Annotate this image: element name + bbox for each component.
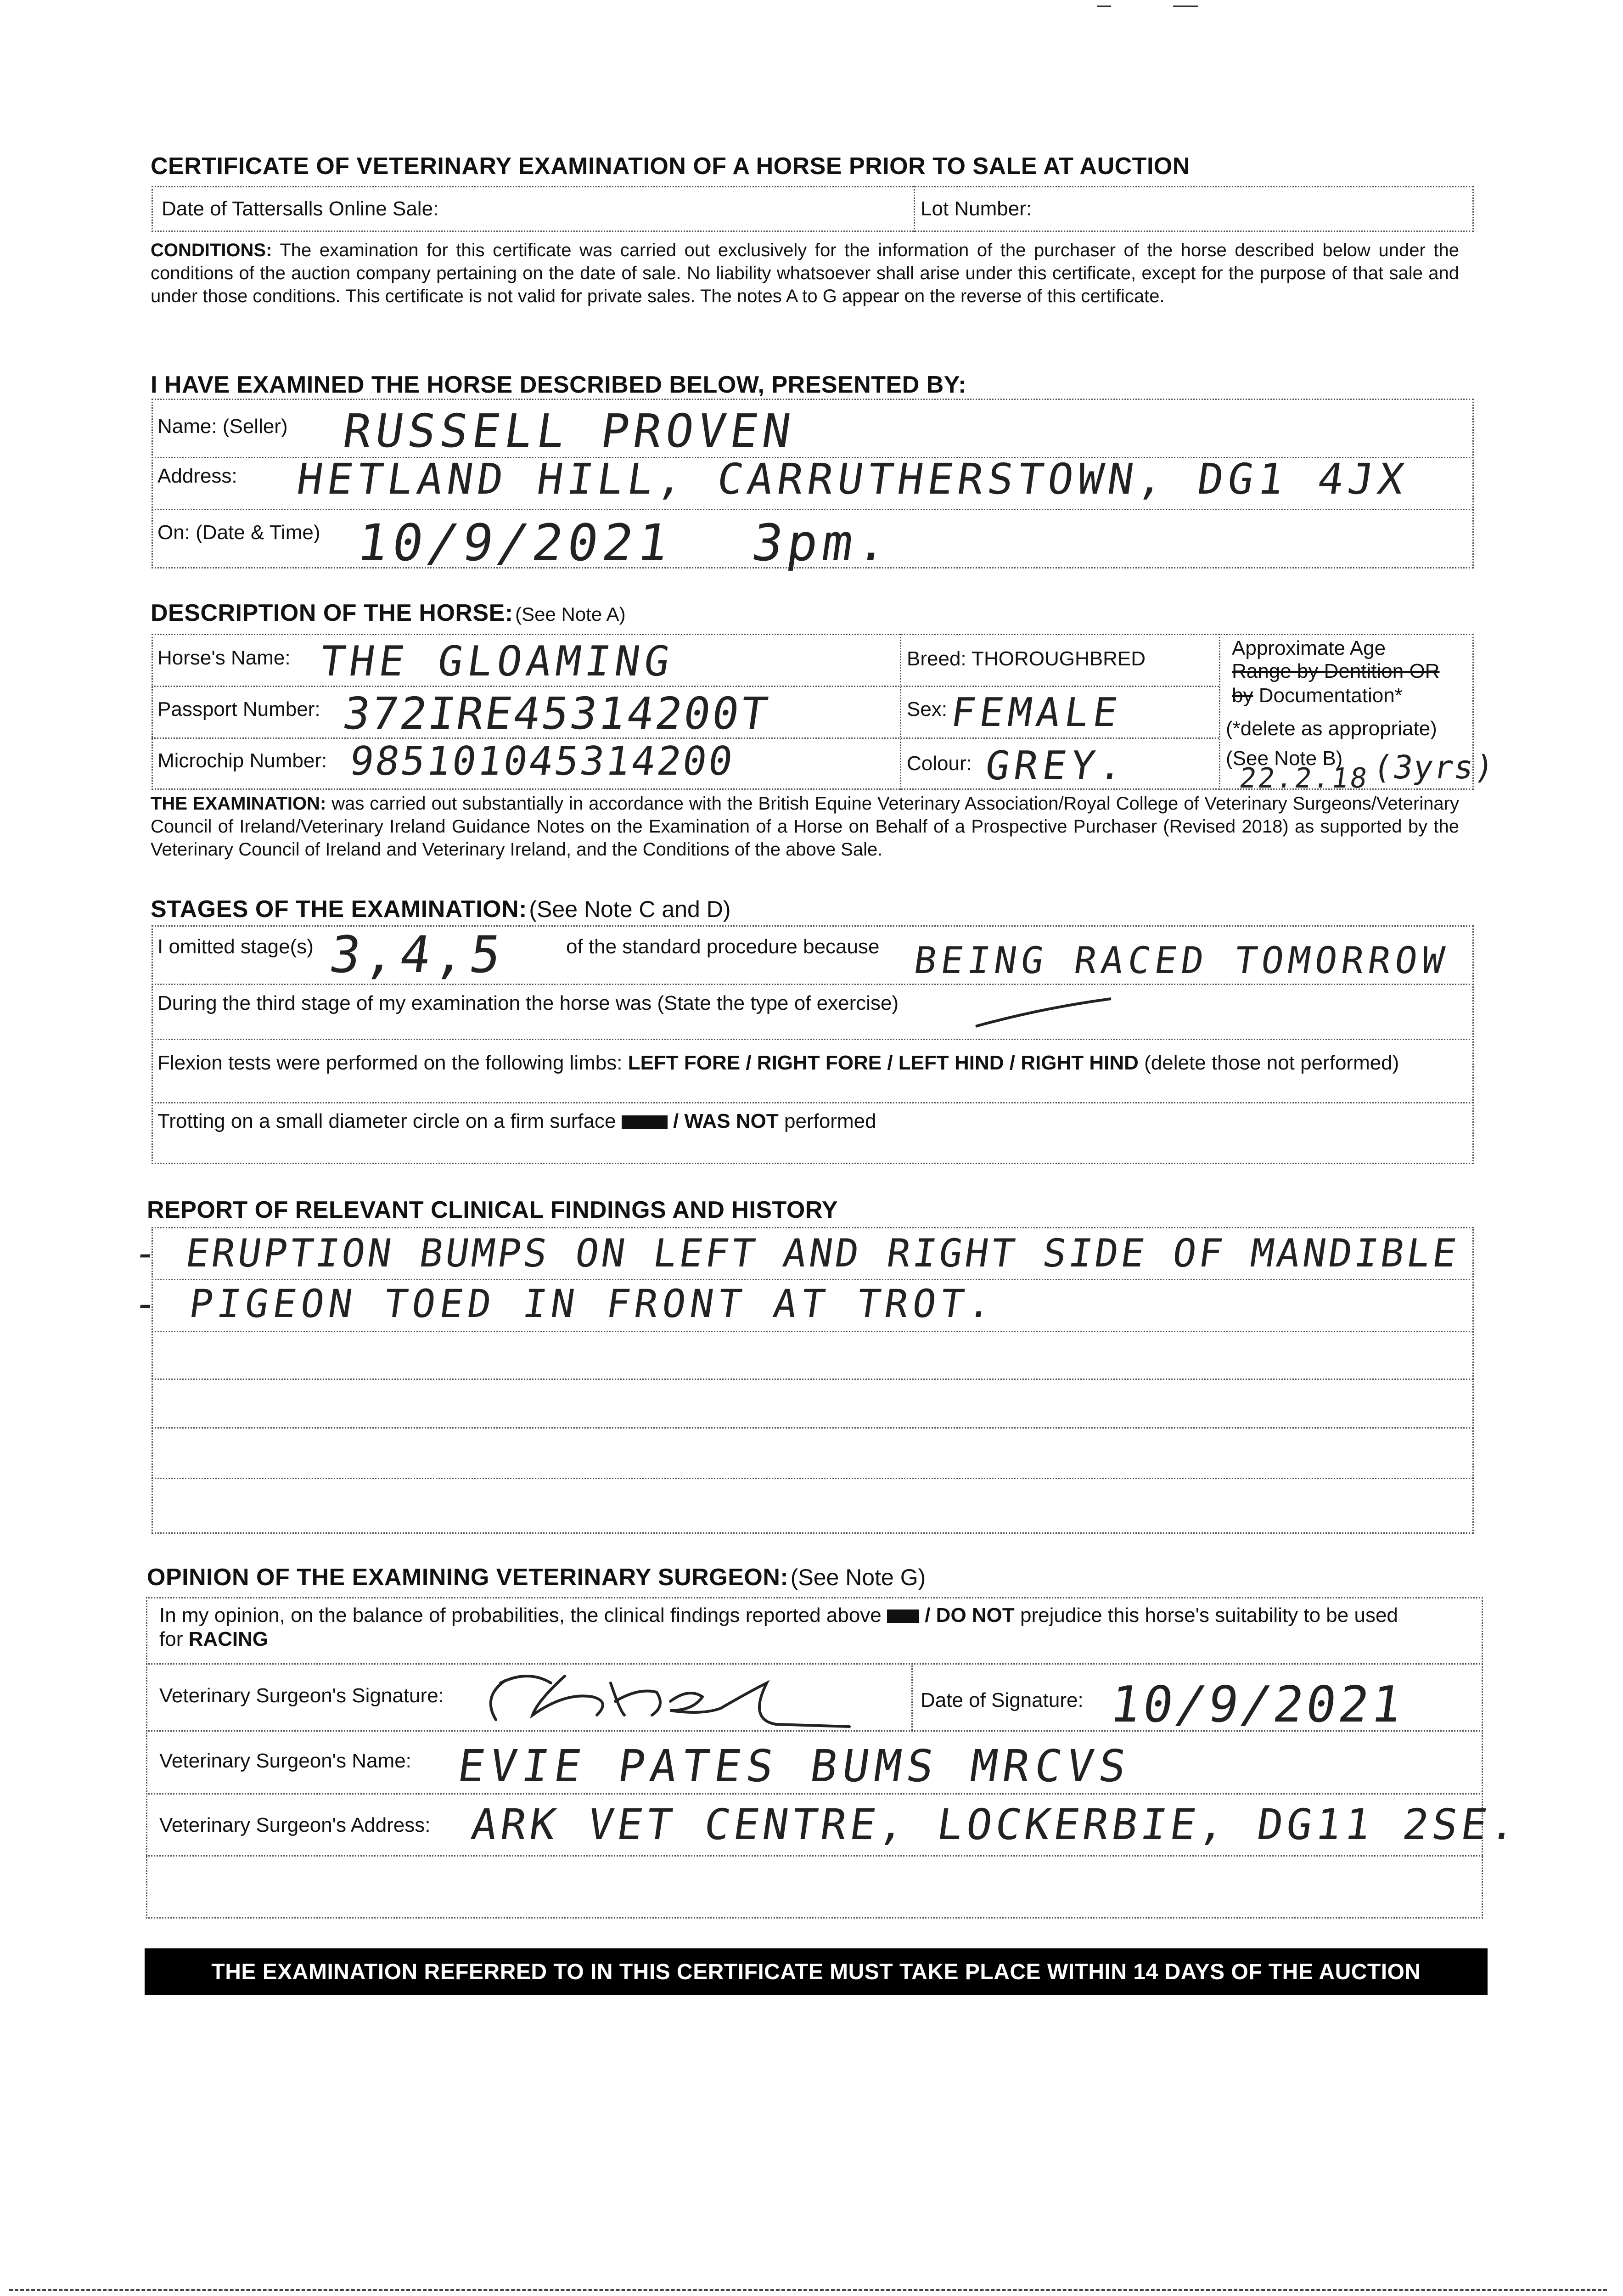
sale-date-label: Date of Tattersalls Online Sale: — [162, 197, 439, 220]
opinion-suffix: prejudice this horse's suitability to be used — [1020, 1604, 1398, 1626]
vet-signature — [473, 1665, 877, 1733]
horse-name-label: Horse's Name: — [157, 647, 291, 669]
conditions-text — [151, 239, 1459, 308]
flexion-suffix: (delete those not performed) — [1144, 1052, 1399, 1074]
divider — [911, 1663, 913, 1730]
examination-body: was carried out substantially in accordance with the British Equine Veterinary Association/Royal College of Veterinary Surgeons/Veterinary Council of Ireland/Veterinary Ireland Guidance Notes on the Examination of a Horse on Behalf of a Prospective Purchaser (Revised 2018) as supported by the Veterinary Council of Ireland and Veterinary Ireland, and the Conditions of the above Sale. — [151, 793, 1459, 860]
seller-address-label: Address: — [157, 465, 237, 487]
exam-date-value: 10/9/2021 — [354, 513, 677, 572]
divider — [146, 1855, 1483, 1857]
trotting-label: Trotting on a small diameter circle on a firm surface — [157, 1110, 616, 1132]
third-stage-dash — [973, 994, 1120, 1031]
horse-name-value: THE GLOAMING — [317, 637, 677, 686]
age-documentation: Documentation* — [1258, 684, 1403, 707]
because-label: of the standard procedure because — [566, 935, 880, 958]
divider — [152, 686, 1219, 687]
age-see-note: (See Note B) — [1226, 747, 1343, 770]
finding-line-1: - ERUPTION BUMPS ON LEFT AND RIGHT SIDE OF MANDIBLE — [131, 1231, 1462, 1276]
lot-number-label: Lot Number: — [921, 197, 1032, 220]
stages-heading: STAGES OF THE EXAMINATION: — [151, 896, 527, 923]
opinion-heading: OPINION OF THE EXAMINING VETERINARY SURGEON: — [147, 1564, 789, 1591]
examination-heading: THE EXAMINATION: — [151, 793, 326, 814]
opinion-text: In my opinion, on the balance of probabilities, the clinical findings reported above — [159, 1604, 882, 1626]
passport-value: 372IRE45314200T — [340, 688, 773, 739]
footer-banner: THE EXAMINATION REFERRED TO IN THIS CERTIFICATE MUST TAKE PLACE WITHIN 14 DAYS OF THE AUCTION — [145, 1948, 1488, 1995]
passport-label: Passport Number: — [157, 698, 320, 720]
document-title: CERTIFICATE OF VETERINARY EXAMINATION OF A HORSE PRIOR TO SALE AT AUCTION — [151, 153, 1190, 180]
age-dentition-struck: Range by Dentition OR — [1232, 660, 1440, 682]
flexion-label: Flexion tests were performed on the following limbs: — [157, 1052, 623, 1074]
divider — [152, 1102, 1474, 1103]
divider — [152, 1331, 1474, 1332]
trotting-options: / WAS NOT — [673, 1110, 779, 1132]
conditions-body: The examination for this certificate was carried out exclusively for the information of the purchaser of the horse described below under the conditions of the auction company pertaining on the date of sale. No liability whatsoever shall arise under this certificate, except for the purpose of that sale and under those conditions. This certificate is not valid for private sales. The notes A to G appear on the reverse of this certificate. — [151, 240, 1459, 306]
report-heading: REPORT OF RELEVANT CLINICAL FINDINGS AND HISTORY — [147, 1197, 838, 1223]
seller-name-label: Name: (Seller) — [157, 415, 288, 438]
presented-heading: I HAVE EXAMINED THE HORSE DESCRIBED BELOW, PRESENTED BY: — [151, 371, 966, 398]
exam-datetime-label: On: (Date & Time) — [157, 521, 320, 544]
sex-value: FEMALE — [948, 690, 1125, 736]
vet-name-value: EVIE PATES BUMS MRCVS — [455, 1740, 1135, 1792]
opinion-heading-row — [147, 1564, 926, 1591]
description-heading-row — [151, 599, 626, 627]
flexion-limbs: LEFT FORE / RIGHT FORE / LEFT HIND / RIGHT HIND — [628, 1052, 1139, 1074]
stages-heading-row — [151, 895, 731, 923]
trotting-row — [157, 1110, 876, 1133]
divider — [914, 186, 915, 232]
signature-date-label: Date of Signature: — [921, 1689, 1084, 1711]
scan-mark — [1097, 6, 1111, 7]
trotting-suffix: performed — [784, 1110, 876, 1132]
opinion-statement — [159, 1604, 1477, 1651]
finding-line-2: - PIGEON TOED IN FRONT AT TROT. — [131, 1281, 1000, 1326]
because-value: BEING RACED TOMORROW — [911, 939, 1452, 982]
redaction-mark — [887, 1609, 919, 1623]
omitted-stages-value: 3,4,5 — [326, 925, 510, 984]
divider — [1219, 634, 1220, 790]
divider — [152, 509, 1474, 510]
signature-label: Veterinary Surgeon's Signature: — [159, 1684, 444, 1707]
signature-date-value: 10/9/2021 — [1106, 1676, 1408, 1733]
colour-value: GREY. — [983, 743, 1131, 789]
divider — [146, 1793, 1483, 1795]
third-stage-label: During the third stage of my examination the horse was (State the type of exercise) — [157, 992, 899, 1014]
vet-address-value: ARK VET CENTRE, LOCKERBIE, DG11 2SE. — [468, 1800, 1523, 1849]
microchip-label: Microchip Number: — [157, 749, 327, 772]
seller-address-value: HETLAND HILL, CARRUTHERSTOWN, DG1 4JX — [294, 455, 1412, 504]
divider — [152, 1379, 1474, 1380]
stages-note: (See Note C and D) — [529, 896, 731, 922]
description-heading: DESCRIPTION OF THE HORSE: — [151, 600, 513, 626]
vet-address-label: Veterinary Surgeon's Address: — [159, 1814, 431, 1836]
age-date-value: 22.2.18 — [1237, 762, 1371, 794]
microchip-value: 985101045314200 — [347, 738, 737, 784]
exam-time-value: 3pm. — [748, 513, 897, 572]
divider — [900, 634, 901, 790]
seller-name-value: RUSSELL PROVEN — [340, 404, 799, 458]
age-delete-note: (*delete as appropriate) — [1226, 717, 1437, 740]
opinion-use: RACING — [188, 1628, 269, 1650]
scan-edge — [9, 2289, 1607, 2291]
age-label: Approximate Age — [1232, 637, 1386, 659]
opinion-for: for — [159, 1628, 183, 1650]
scan-mark — [1173, 6, 1198, 7]
divider — [152, 1279, 1474, 1280]
divider — [152, 1039, 1474, 1040]
sex-label: Sex: — [907, 698, 948, 720]
divider — [152, 1427, 1474, 1429]
redaction-mark — [622, 1115, 668, 1129]
age-by-struck: by — [1232, 684, 1253, 707]
colour-label: Colour: — [907, 752, 972, 775]
vet-name-label: Veterinary Surgeon's Name: — [159, 1750, 411, 1772]
opinion-options: / DO NOT — [925, 1604, 1015, 1626]
flexion-row — [157, 1052, 1399, 1075]
breed-label: Breed: THOROUGHBRED — [907, 647, 1146, 670]
omitted-stages-label: I omitted stage(s) — [157, 935, 314, 958]
opinion-note: (See Note G) — [790, 1564, 926, 1590]
divider — [152, 1478, 1474, 1479]
examination-text — [151, 792, 1459, 861]
age-documentation-row — [1232, 684, 1403, 707]
conditions-heading: CONDITIONS: — [151, 240, 272, 260]
age-years-value: (3yrs) — [1370, 748, 1498, 786]
description-note: (See Note A) — [515, 603, 626, 625]
